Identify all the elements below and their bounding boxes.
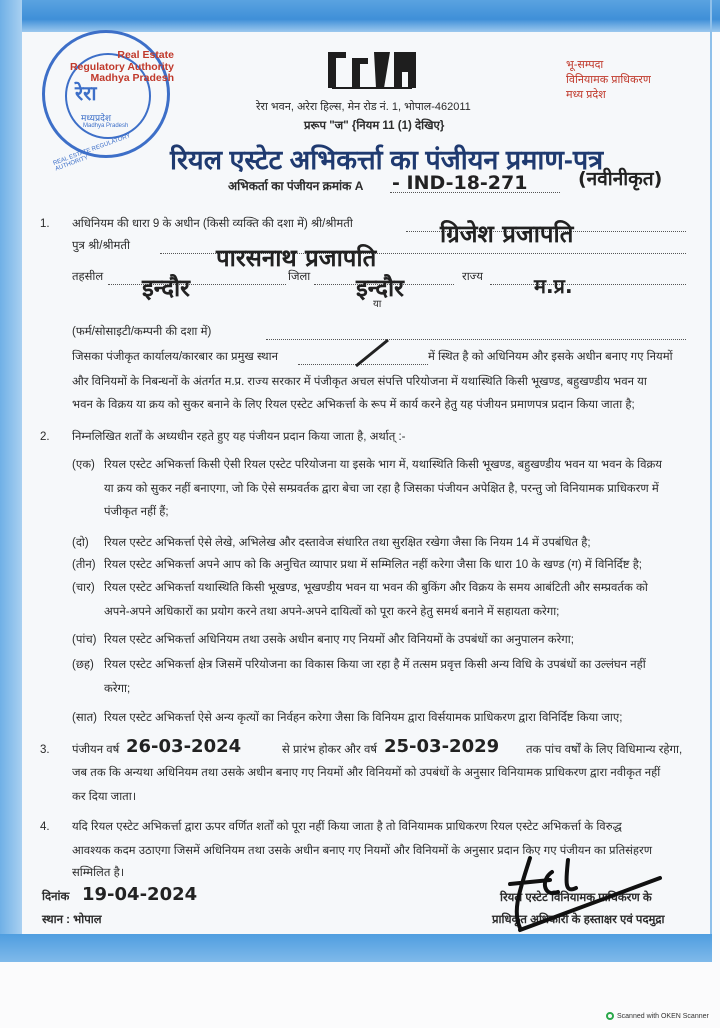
state-value: म.प्र.: [534, 274, 573, 298]
seal-line: Regulatory Authority: [69, 60, 174, 73]
condition-text: करेगा;: [104, 683, 131, 695]
seal-logo: रेरा: [75, 83, 97, 105]
seal-line: Real Estate: [117, 49, 174, 61]
rera-logo: [322, 44, 422, 94]
section1-text: और विनियमों के निबन्धनों के अंतर्गत म.प्र. राज्य सरकार में पंजीकृत अचल संपत्ति परियोजना में यथास्थिति किसी भूखण्ड, बहुखण्डीय भवन या: [72, 376, 647, 388]
end-date: 25-03-2029: [384, 736, 500, 757]
office-suffix: में स्थित है को अधिनियम और इसके अधीन बनाए गए नियमों: [428, 351, 673, 363]
date-label: दिनांक: [42, 891, 70, 903]
dotted-line: [266, 339, 686, 340]
validity-label: से प्रारंभ होकर और वर्ष: [282, 744, 377, 756]
agent-name: ग्रिजेश प्रजापति: [440, 220, 574, 248]
section4-text: सम्मिलित है।: [72, 867, 125, 879]
renewed-label: (नवीनीकृत): [578, 168, 663, 190]
signatory-label: प्राधिकृत अधिकारी के हस्ताक्षर एवं पदमुद्रा: [492, 914, 665, 926]
reg-number: - IND-18-271: [392, 172, 528, 194]
scanner-text: Scanned with OKEN Scanner: [617, 1012, 709, 1020]
frame-right-border: [710, 0, 712, 962]
org-line: मध्य प्रदेश: [566, 88, 606, 101]
district-label: जिला: [288, 271, 311, 283]
section-number: 3.: [40, 744, 50, 756]
start-date: 26-03-2024: [126, 736, 242, 757]
condition-label: (एक): [72, 459, 95, 471]
scanner-logo-icon: [606, 1012, 614, 1020]
tehsil-value: इन्दौर: [142, 274, 190, 302]
form-reference: प्ररूप "ज" {नियम 11 (1) देखिए}: [304, 120, 445, 132]
validity-label: पंजीयन वर्ष: [72, 744, 120, 756]
section-number: 2.: [40, 431, 50, 443]
district-value: इन्दौर: [356, 274, 404, 302]
seal-center-en: Madhya Pradesh: [83, 123, 129, 129]
section1-text: भवन के विक्रय या क्रय को सुकर बनाने के लिए रियल एस्टेट अभिकर्त्ता के रूप में कार्य करने हेतु यह पंजीयन प्रमाणपत्र प्रदान किया जाता है;: [72, 399, 635, 411]
firm-label: (फर्म/सोसाइटी/कम्पनी की दशा में): [72, 326, 212, 338]
scanner-watermark: [606, 1012, 709, 1020]
section4-text: यदि रियल एस्टेट अभिकर्त्ता द्वारा ऊपर वर्णित शर्तों को पूरा नहीं किया जाता है तो विनियामक प्राधिकरण रियल एस्टेट अभिकर्त्ता के विरुद्ध: [72, 821, 622, 833]
condition-text: रियल एस्टेट अभिकर्त्ता किसी ऐसी रियल एस्टेट परियोजना या इसके भाग में, यथास्थिति किसी भूखण्ड, बहुखण्डीय भवन या भवन के विक्रय: [104, 459, 662, 471]
page-title: रियल एस्टेट अभिकर्त्ता का पंजीयन प्रमाण-पत्र: [170, 145, 604, 175]
condition-label: (सात): [72, 712, 97, 724]
father-name: पारसनाथ प्रजापति: [216, 244, 377, 272]
condition-text: या क्रय को सुकर नहीं बनाएगा, जो कि ऐसे सम्प्रवर्तक द्वारा बेचा जा रहा है जिसका पंजीयन अपेक्षित है, परन्तु जो विनियामक प्राधिकरण में: [104, 483, 659, 495]
name-label: अधिनियम की धारा 9 के अधीन (किसी व्यक्ति की दशा में) श्री/श्रीमती: [72, 218, 353, 230]
seal-line: Madhya Pradesh: [90, 72, 174, 85]
condition-label: (छह): [72, 659, 94, 671]
state-label: राज्य: [462, 271, 483, 283]
authority-name: [566, 58, 651, 103]
org-line: विनियामक प्राधिकरण: [566, 73, 651, 86]
dotted-line: [108, 284, 286, 285]
or-text: या: [373, 299, 382, 310]
section2-intro: निम्नलिखित शर्तों के अध्यधीन रहते हुए यह पंजीयन प्रदान किया जाता है, अर्थात् :-: [72, 431, 406, 443]
section4-text: आवश्यक कदम उठाएगा जिसमें अधिनियम तथा उसके अधीन बनाए गए नियमों और विनियमों के अनुसार प्रदान किए गए पंजीयन का प्रतिसंहरण: [72, 845, 653, 857]
signature: [490, 850, 670, 940]
condition-text: रियल एस्टेट अभिकर्त्ता ऐसे अन्य कृत्यों का निर्वहन करेगा जैसा कि विनियम द्वारा विर्सयामक प्राधिकरण द्वारा विनिर्दिष्ट किया जाए;: [104, 712, 623, 724]
frame-top-border: [0, 0, 720, 32]
validity-label: तक पांच वर्षों के लिए विधिमान्य रहेगा,: [526, 744, 683, 756]
place: स्थान : भोपाल: [42, 914, 102, 926]
tehsil-label: तहसील: [72, 271, 104, 283]
strike-mark: [352, 336, 392, 370]
org-line: भू-सम्पदा: [566, 59, 604, 71]
frame-left-border: [0, 0, 22, 962]
condition-text: रियल एस्टेट अभिकर्त्ता यथास्थिति किसी भूखण्ड, भूखण्डीय भवन या भवन की बुकिंग और विक्रय के समय आबंटिती और सम्प्रवर्तक को: [104, 582, 648, 594]
signatory-label: रियल एस्टेट विनियामक प्राधिकरण के: [500, 892, 652, 904]
condition-label: (दो): [72, 537, 89, 549]
office-label: जिसका पंजीकृत कार्यालय/कारबार का प्रमुख स्थान: [72, 351, 278, 363]
seal-center-text: मध्यप्रदेश: [81, 113, 112, 123]
condition-text: रियल एस्टेट अभिकर्त्ता ऐसे लेखे, अभिलेख और दस्तावेज संधारित तथा सुरक्षित रखेगा जैसा कि नियम 14 में उपबंधित है;: [104, 537, 591, 549]
seal-english-text: [46, 50, 174, 85]
section3-text: कर दिया जाता।: [72, 791, 137, 803]
dotted-line: [490, 284, 686, 285]
condition-label: (चार): [72, 582, 95, 594]
address: रेरा भवन, अरेरा हिल्स, मेन रोड नं. 1, भोपाल-462011: [256, 101, 471, 113]
condition-text: अपने-अपने अधिकारों का प्रयोग करने तथा अपने-अपने दायित्वों को पूरा करने हेतु समर्थ बनाने में सहायता करेगा;: [104, 606, 560, 618]
condition-text: पंजीकृत नहीं हैं;: [104, 506, 169, 518]
father-label: पुत्र श्री/श्रीमती: [72, 240, 130, 252]
condition-label: (तीन): [72, 559, 96, 571]
section-number: 4.: [40, 821, 50, 833]
condition-label: (पांच): [72, 634, 97, 646]
seal-ring-text: REAL ESTATE REGULATORY AUTHORITY: [52, 133, 132, 173]
condition-text: रियल एस्टेट अभिकर्त्ता अपने आप को कि अनुचित व्यापार प्रथा में सम्मिलित नहीं करेगा जैसा कि धारा 10 के खण्ड (ग) में विनिर्दिष्ट है;: [104, 559, 642, 571]
section3-text: जब तक कि अन्यथा अधिनियम तथा उसके अधीन बनाए गए नियमों और विनियमों को उपबंधों के अनुसार विनियामक प्राधिकरण द्वारा नवीकृत नहीं: [72, 767, 661, 779]
issue-date: 19-04-2024: [82, 884, 198, 905]
section-number: 1.: [40, 218, 50, 230]
reg-number-label: अभिकर्ता का पंजीयन क्रमांक A: [228, 179, 364, 193]
condition-text: रियल एस्टेट अभिकर्त्ता क्षेत्र जिसमें परियोजना का विकास किया जा रहा है में तत्सम प्रवृत्त किसी अन्य विधि के उपबंधों का उल्लंघन नहीं: [104, 659, 646, 671]
condition-text: रियल एस्टेट अभिकर्त्ता अधिनियम तथा उसके अधीन बनाए गए नियमों और विनियमों के उपबंधों का अनुपालन करेगा;: [104, 634, 574, 646]
